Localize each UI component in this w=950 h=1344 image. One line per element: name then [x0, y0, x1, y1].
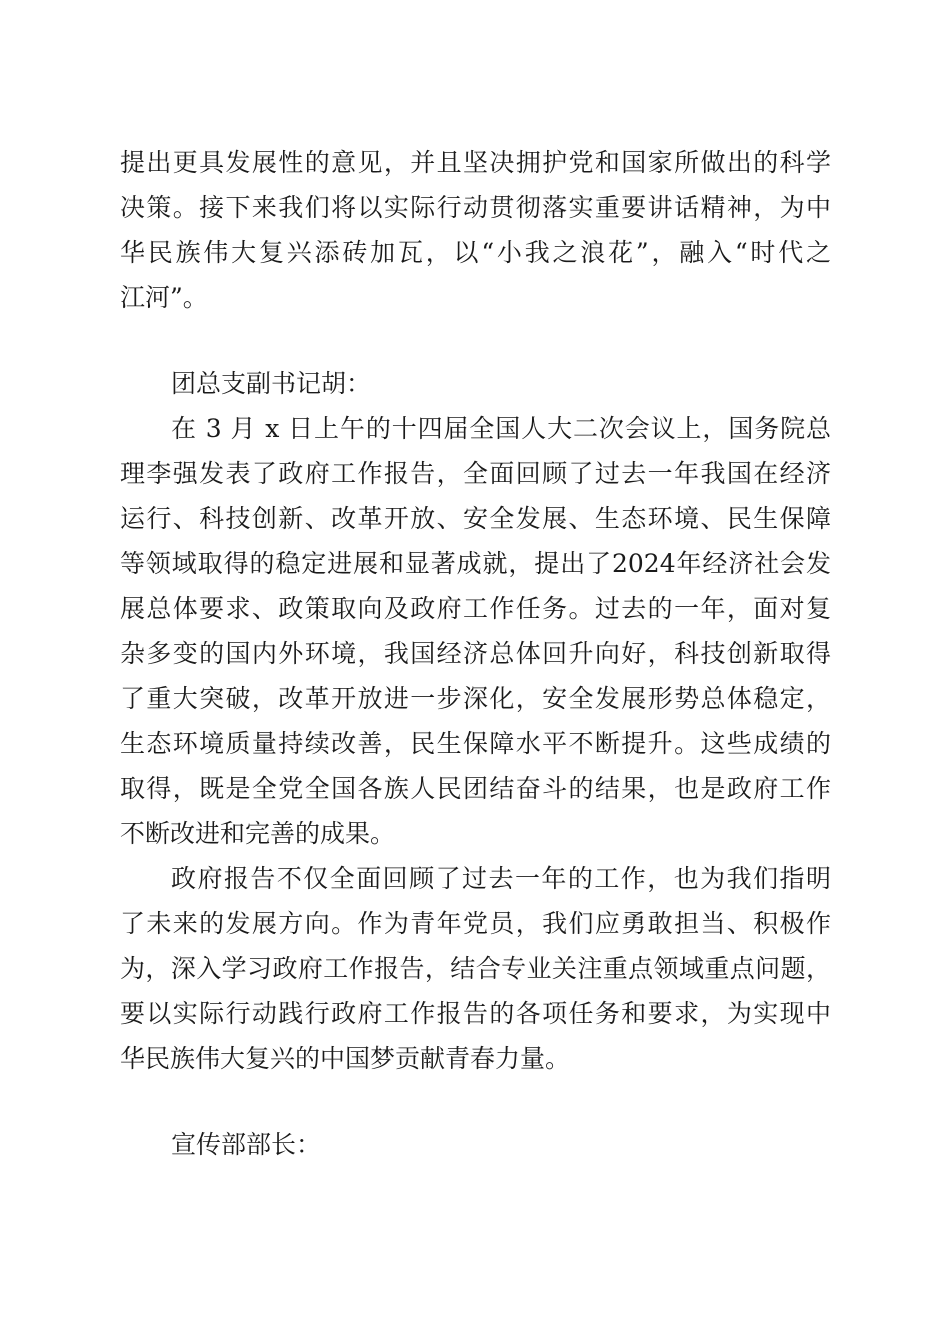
- text-line: 华民族伟大复兴添砖加瓦，以“小我之浪花”，融入“时代之: [120, 238, 831, 267]
- text-line: 政府报告不仅全面回顾了过去一年的工作，也为我们指明: [171, 864, 831, 893]
- text-line: 了未来的发展方向。作为青年党员，我们应勇敢担当、积极作: [120, 909, 831, 938]
- paragraph-government-report-review: [120, 406, 831, 856]
- paragraph-closing-remarks: [120, 140, 831, 320]
- text-line: 取得，既是全党全国各族人民团结奋斗的结果，也是政府工作: [120, 774, 831, 803]
- text-line: 等领域取得的稳定进展和显著成就，提出了2024年经济社会发: [120, 549, 831, 578]
- text-line: 不断改进和完善的成果。: [120, 819, 396, 848]
- text-line: 华民族伟大复兴的中国梦贡献青春力量。: [120, 1044, 571, 1073]
- text-line: 提出更具发展性的意见，并且坚决拥护党和国家所做出的科学: [120, 148, 831, 177]
- text-line: 要以实际行动践行政府工作报告的各项任务和要求，为实现中: [120, 999, 831, 1028]
- text-line: 决策。接下来我们将以实际行动贯彻落实重要讲话精神，为中: [120, 193, 831, 222]
- document-body: [120, 140, 831, 1167]
- text-line: 展总体要求、政策取向及政府工作任务。过去的一年，面对复: [120, 594, 831, 623]
- text-line: 生态环境质量持续改善，民生保障水平不断提升。这些成绩的: [120, 729, 831, 758]
- speaker-heading-league-deputy-secretary: 团总支副书记胡：: [171, 369, 372, 398]
- paragraph-gap: [120, 1081, 831, 1122]
- paragraph-gap: [120, 320, 831, 361]
- text-line: 运行、科技创新、改革开放、安全发展、生态环境、民生保障: [120, 504, 831, 533]
- speaker-heading-publicity-minister: 宣传部部长：: [171, 1130, 322, 1159]
- text-line: 江河”。: [120, 283, 208, 312]
- text-line: 杂多变的国内外环境，我国经济总体回升向好，科技创新取得: [120, 639, 831, 668]
- paragraph-youth-responsibility: [120, 856, 831, 1081]
- text-line: 了重大突破，改革开放进一步深化，安全发展形势总体稳定，: [120, 684, 831, 713]
- text-line: 在 3 月 x 日上午的十四届全国人大二次会议上，国务院总: [171, 414, 831, 443]
- text-line: 理李强发表了政府工作报告，全面回顾了过去一年我国在经济: [120, 459, 831, 488]
- text-line: 为，深入学习政府工作报告，结合专业关注重点领域重点问题，: [120, 954, 831, 983]
